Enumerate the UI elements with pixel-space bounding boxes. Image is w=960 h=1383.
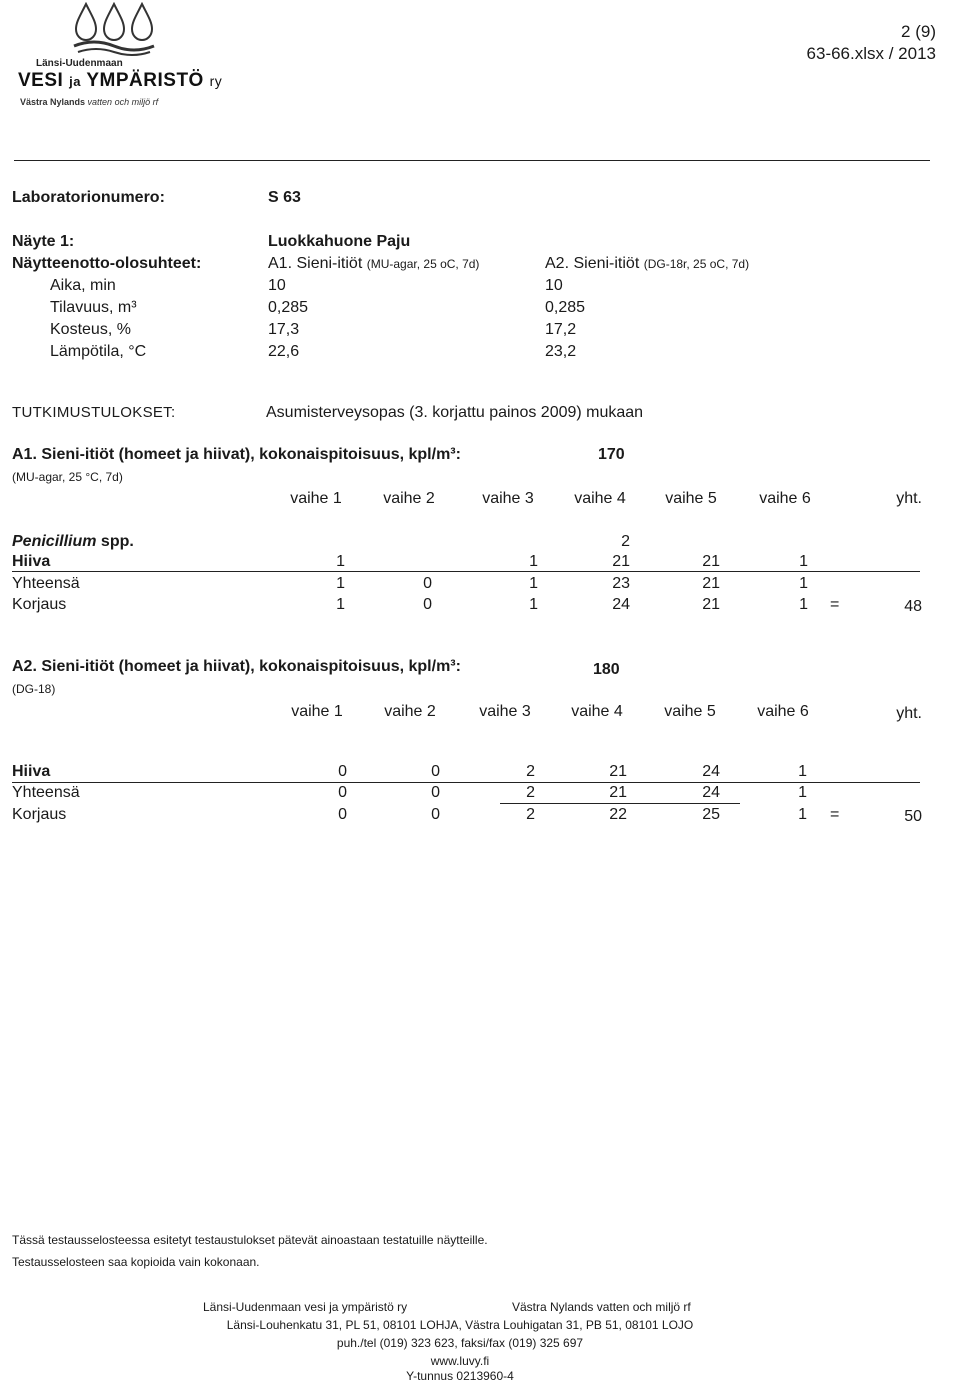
footer-copy-note: Testausselosteen saa kopioida vain kokonaan.: [12, 1255, 260, 1269]
a2-hiiva-label: Hiiva: [12, 763, 51, 780]
a2-total-header: yht.: [896, 705, 922, 722]
a1-korjaus-stage-1: 1: [336, 596, 345, 613]
a1-stage-5-header: vaihe 5: [665, 490, 717, 507]
a1-yhteensa-stage-6: 1: [799, 575, 808, 592]
a1-yhteensa-stage-5: 21: [702, 575, 720, 592]
a1-korjaus-stage-2: 0: [423, 596, 432, 613]
a1-medium: (MU-agar, 25 °C, 7d): [12, 470, 123, 484]
lab-number-value: S 63: [268, 189, 301, 206]
a2-corrected-sum: 50: [904, 808, 922, 825]
a1-stage-3-header: vaihe 3: [482, 490, 534, 507]
a2-yhteensa-underline: [500, 803, 740, 804]
a1-korjaus-stage-5: 21: [702, 596, 720, 613]
a1-hiiva-stage-1: 1: [336, 553, 345, 570]
a2-yhteensa-stage-2: 0: [431, 784, 440, 801]
a2-section-title: A2. Sieni-itiöt (homeet ja hiivat), kokonaispitoisuus, kpl/m³:: [12, 658, 461, 675]
a2-stage-3-header: vaihe 3: [479, 703, 531, 720]
results-method: Asumisterveysopas (3. korjattu painos 2009) mukaan: [266, 404, 644, 421]
a1-time: 10: [268, 277, 286, 294]
logo-line1: Länsi-Uudenmaan: [36, 58, 123, 69]
a2-stage-4-header: vaihe 4: [571, 703, 623, 720]
sample-value: Luokkahuone Paju: [268, 233, 411, 250]
a1-yhteensa-stage-2: 0: [423, 575, 432, 592]
a1-hiiva-stage-5: 21: [702, 553, 720, 570]
a2-time: 10: [545, 277, 563, 294]
a1-penicillium-stage-4: 2: [621, 533, 630, 550]
page-number: 2 (9): [901, 22, 936, 41]
a1-korjaus-stage-6: 1: [799, 596, 808, 613]
a2-korjaus-stage-2: 0: [431, 806, 440, 823]
condition-label-humidity: Kosteus, %: [50, 321, 131, 338]
a2-hiiva-stage-4: 21: [609, 763, 627, 780]
a2-stage-6-header: vaihe 6: [757, 703, 809, 720]
a1-hiiva-stage-6: 1: [799, 553, 808, 570]
a2-stage-1-header: vaihe 1: [291, 703, 343, 720]
a2-hiiva-stage-1: 0: [338, 763, 347, 780]
a1-section-title: A1. Sieni-itiöt (homeet ja hiivat), kokonaispitoisuus, kpl/m³:: [12, 446, 461, 463]
a1-stage-1-header: vaihe 1: [290, 490, 342, 507]
a1-korjaus-stage-4: 24: [612, 596, 630, 613]
a2-conditions-header: A2. Sieni-itiöt (DG-18r, 25 oC, 7d): [545, 255, 750, 272]
a1-stage-4-header: vaihe 4: [574, 490, 626, 507]
a1-korjaus-label: Korjaus: [12, 596, 67, 613]
a1-yhteensa-stage-4: 23: [612, 575, 630, 592]
a1-humidity: 17,3: [268, 321, 300, 338]
a2-korjaus-stage-3: 2: [526, 806, 535, 823]
a1-volume: 0,285: [268, 299, 309, 316]
a2-yhteensa-stage-3: 2: [526, 784, 535, 801]
header-divider: [14, 160, 930, 161]
a2-korjaus-stage-1: 0: [338, 806, 347, 823]
a1-penicillium-label: Penicillium spp.: [12, 533, 134, 550]
a1-total-header: yht.: [896, 490, 922, 507]
a2-medium: (DG-18): [12, 682, 56, 696]
a2-stage-2-header: vaihe 2: [384, 703, 436, 720]
conditions-label: Näytteenotto-olosuhteet:: [12, 255, 202, 272]
a2-hiiva-stage-3: 2: [526, 763, 535, 780]
footer-business-id: Y-tunnus 0213960-4: [406, 1369, 514, 1383]
organization-logo: [14, 2, 223, 120]
a1-stage-6-header: vaihe 6: [759, 490, 811, 507]
a2-total-concentration: 180: [593, 661, 620, 678]
a1-stage-2-header: vaihe 2: [383, 490, 435, 507]
footer-website: www.luvy.fi: [430, 1354, 490, 1368]
a1-yhteensa-stage-1: 1: [336, 575, 345, 592]
a2-hiiva-stage-6: 1: [798, 763, 807, 780]
a2-humidity: 17,2: [545, 321, 577, 338]
a1-corrected-sum: 48: [904, 598, 922, 615]
a1-conditions-header: A1. Sieni-itiöt (MU-agar, 25 oC, 7d): [268, 255, 480, 272]
a2-hiiva-stage-2: 0: [431, 763, 440, 780]
a2-yhteensa-stage-5: 24: [702, 784, 720, 801]
logo-line2: VESI ja YMPÄRISTÖ ry: [18, 70, 223, 91]
a2-korjaus-stage-6: 1: [798, 806, 807, 823]
footer-validity-note: Tässä testausselosteessa esitetyt testaustulokset pätevät ainoastaan testatuille näytteille.: [12, 1233, 488, 1247]
a2-sum-divider: [12, 782, 920, 783]
a2-korjaus-label: Korjaus: [12, 806, 67, 823]
footer-org-finnish: Länsi-Uudenmaan vesi ja ympäristö ry: [203, 1300, 408, 1314]
condition-label-volume: Tilavuus, m³: [50, 299, 137, 316]
a2-korjaus-stage-5: 25: [702, 806, 720, 823]
lab-number-label: Laboratorionumero:: [12, 189, 165, 206]
a1-hiiva-label: Hiiva: [12, 553, 51, 570]
footer-address: Länsi-Louhenkatu 31, PL 51, 08101 LOHJA, Västra Louhigatan 31, PB 51, 08101 LOJO: [226, 1318, 694, 1332]
footer-phone: puh./tel (019) 323 623, faksi/fax (019) 325 697: [336, 1336, 584, 1350]
a2-yhteensa-label: Yhteensä: [12, 784, 80, 801]
a1-hiiva-stage-3: 1: [529, 553, 538, 570]
a2-yhteensa-stage-4: 21: [609, 784, 627, 801]
water-drops-logo-icon: [72, 2, 156, 56]
condition-label-temperature: Lämpötila, °C: [50, 343, 147, 360]
a2-volume: 0,285: [545, 299, 586, 316]
a1-yhteensa-stage-3: 1: [529, 575, 538, 592]
a2-korjaus-stage-4: 22: [609, 806, 627, 823]
logo-line3: Västra Nylands vatten och miljö rf: [20, 97, 159, 107]
file-reference: 63-66.xlsx / 2013: [806, 44, 936, 63]
a1-total-concentration: 170: [598, 446, 625, 463]
condition-label-time: Aika, min: [50, 277, 116, 294]
a2-stage-5-header: vaihe 5: [664, 703, 716, 720]
sample-label: Näyte 1:: [12, 233, 75, 250]
a1-yhteensa-label: Yhteensä: [12, 575, 80, 592]
a1-sum-divider: [12, 571, 920, 572]
a2-temperature: 23,2: [545, 343, 577, 360]
results-label: TUTKIMUSTULOKSET:: [12, 404, 176, 421]
a2-equals-sign: =: [830, 806, 840, 823]
a2-hiiva-stage-5: 24: [702, 763, 720, 780]
a1-equals-sign: =: [830, 596, 840, 613]
footer-org-swedish: Västra Nylands vatten och miljö rf: [512, 1300, 691, 1314]
a1-korjaus-stage-3: 1: [529, 596, 538, 613]
a1-hiiva-stage-4: 21: [612, 553, 630, 570]
a2-yhteensa-stage-6: 1: [798, 784, 807, 801]
a1-temperature: 22,6: [268, 343, 300, 360]
a2-yhteensa-stage-1: 0: [338, 784, 347, 801]
